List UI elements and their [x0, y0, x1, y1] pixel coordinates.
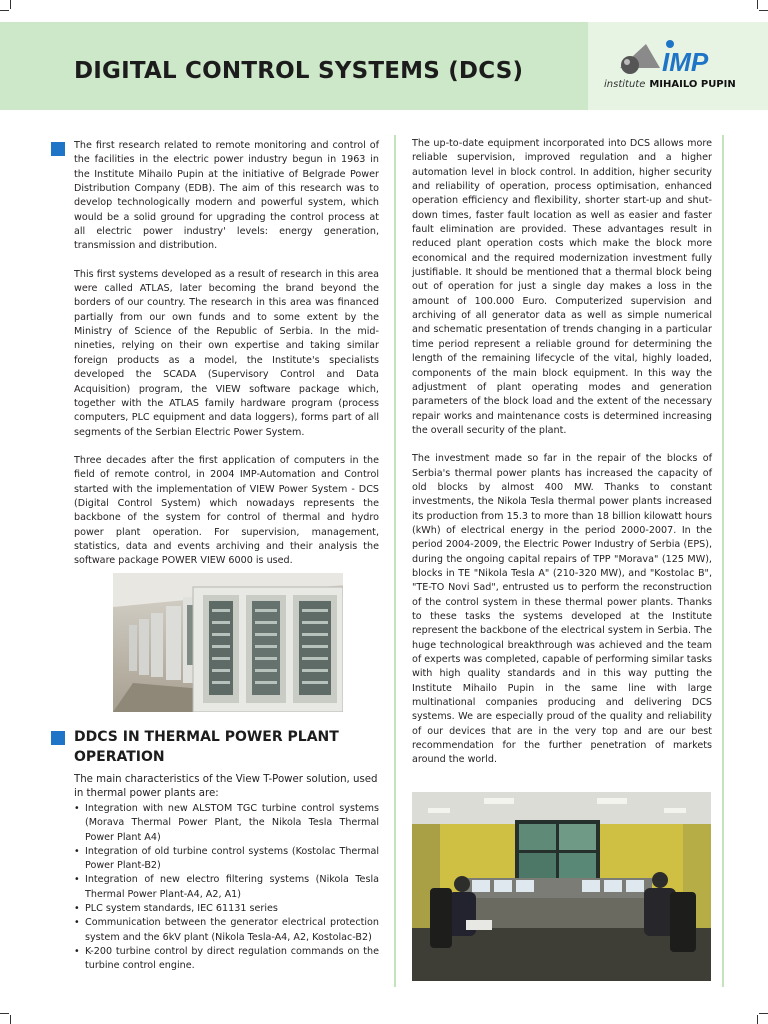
crop-mark: [10, 1015, 11, 1024]
section-marker: [51, 142, 65, 156]
paragraph: Three decades after the first application of computers in the field of remote control, in 2004 IMP-Automation and Control started with the implementation of VIEW Power System - DCS (Digital Control System) which nowadays represents the backbone of the system for control of thermal and hydro power plant operation. For supervision, management, statistics, data and events archiving and their analysis the software package POWER VIEW 6000 is used.: [74, 454, 379, 567]
logo-name-text: MIHAILO PUPIN: [649, 79, 736, 90]
header-band: [0, 22, 768, 110]
crop-mark: [757, 1015, 758, 1024]
crop-mark: [759, 1013, 768, 1014]
crop-mark: [0, 1013, 9, 1014]
crop-mark: [757, 0, 758, 9]
column-divider: [722, 135, 724, 987]
logo-mark-text: IMP: [662, 47, 709, 77]
list-item: • Communication between the generator electrical protection system and the 6kV plant (Nikola Tesla-A4, A2, Kostolac-B2): [74, 916, 379, 945]
paragraph: The first research related to remote monitoring and control of the facilities in the electric power industry begun in 1963 in the Institute Mihailo Pupin at the initiative of Belgrade Power Distribution Company (EDB). The aim of this research was to develop technologically modern and powerful system, which would be a solid ground for upgrading the control process at all electric power industry' levels: energy generation, transmission and distribution.: [74, 140, 379, 252]
paragraph: The up-to-date equipment incorporated into DCS allows more reliable supervision, improved regulation and a higher automation level in block control. In addition, higher security and reliability of operation, process optimisation, enhanced operation efficiency and flexibility, shorter start-up and shut-down times, faster fault location as well as easier and faster fault elimination are provided. These advantages result in reduced plant operation costs which make the block more economical and the required modernization investment fully justifiable. It should be mentioned that a thermal block being out of operation for just a single day makes a loss in the amount of 100.000 Euro. Computerized supervision and archiving of all generator data as well as simple numerical and schematic presentation of trends changing in a particular time period represent a reliable ground for determining the length of the remaining lifecycle of the vital, highly loaded, components of the main block equipment. In this way the adjustment of plant operating modes and generation parameters of the block load and the extent of the necessary repair works and maintenance costs is determined increasing the overall security of the plant.: [412, 138, 712, 436]
right-column: [412, 137, 712, 782]
logo-institute-text: institute: [604, 79, 646, 90]
list-item: • K-200 turbine control by direct regulation commands on the turbine control engine.: [74, 945, 379, 974]
list-item: • Integration of new electro filtering systems (Nikola Tesla Thermal Power Plant-A4, A2, A1): [74, 873, 379, 902]
imp-logo-mark: [616, 38, 736, 80]
control-room-photo: [412, 792, 711, 981]
list-item: • Integration with new ALSTOM TGC turbine control systems (Morava Thermal Power Plant, the Nikola Tesla Thermal Power Plant A4): [74, 802, 379, 845]
crop-mark: [0, 10, 9, 11]
paragraph: The investment made so far in the repair of the blocks of Serbia's thermal power plants has increased the capacity of old blocks by almost 400 MW. Thanks to constant investments, the Nikola Tesla thermal power plants increased its production from 15.3 to more than 18 billion kilowatt hours (kWh) of electrical energy in the period 2000-2007. In the period 2004-2009, the Electric Power Industry of Serbia (EPS), during the ongoing capital repairs of TPP "Morava" (125 MW), blocks in TE "Nikola Tesla A" (210-320 MW), and "Kostolac B", "TE-TO Novi Sad", entrusted us to perform the reconstruction of the control system in these thermal power plants. Thanks to these tasks the systems developed at the Institute represent the backbone of the electrical system in Serbia. The huge technological breakthrough was achieved and the team of experts was completed, capable of performing similar tasks with high quality standards and in this way putting the Institute Mihailo Pupin in the same line with large multinational companies producing and delivering DCS systems. We are especially proud of the quality and reliability of our devices that are in the very top and are our best recommendation for the further penetration of markets around the world.: [412, 453, 712, 766]
feature-list: [74, 802, 379, 974]
crop-mark: [759, 10, 768, 11]
crop-mark: [10, 0, 11, 9]
page-title: DIGITAL CONTROL SYSTEMS (DCS): [74, 58, 524, 84]
left-column: [74, 139, 379, 583]
section-intro: The main characteristics of the View T-Power solution, used in thermal power plants are:: [74, 774, 378, 800]
section-marker: [51, 731, 65, 745]
list-item: • PLC system standards, IEC 61131 series: [74, 902, 379, 916]
column-divider: [394, 135, 396, 987]
imp-logo: [588, 22, 768, 110]
logo-caption: [604, 79, 736, 90]
paragraph: This first systems developed as a result of research in this area were called ATLAS, later becoming the brand beyond the borders of our country. The research in this area was financed partially from our own funds and to some extent by the Ministry of Science of the Republic of Serbia. In the mid-nineties, relying on their own expertise and taking similar foreign products as a model, the Institute's specialists developed the SCADA (Supervisory Control and Data Acquisition) program, the VIEW software package which, together with the ATLAS family hardware program (process computers, PLC equipment and data loggers), forms part of all segments of the Serbian Electric Power System.: [74, 268, 379, 438]
list-item: • Integration of old turbine control systems (Kostolac Thermal Power Plant-B2): [74, 845, 379, 874]
section-heading: DDCS IN THERMAL POWER PLANT OPERATION: [74, 729, 339, 765]
server-cabinets-photo: [113, 573, 343, 712]
